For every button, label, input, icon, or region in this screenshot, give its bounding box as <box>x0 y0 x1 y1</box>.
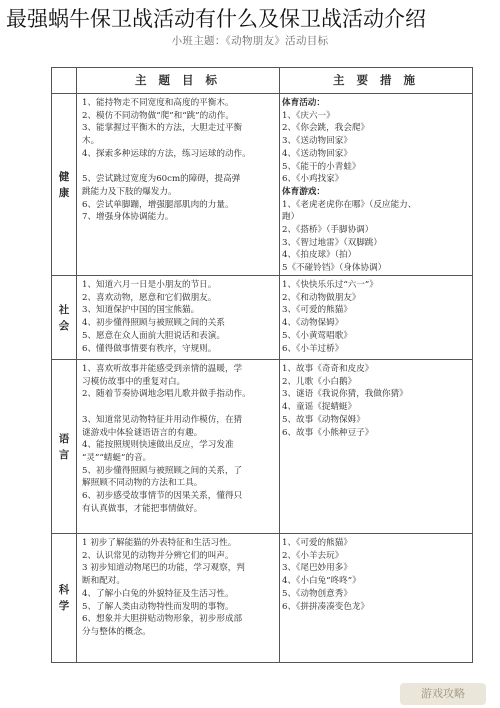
goal-item: 跳能力及下肢的爆发力。 <box>82 186 177 197</box>
goal-item: 4、探索多种运球的方法，练习运球的动作。 <box>82 148 251 159</box>
goal-item: 1 初步了解能猫的外表特征和生活习性。 <box>82 538 237 548</box>
measure-item: 5《不碰铃铛》（身体协调） <box>282 263 387 274</box>
measure-item: 3、《智过地雷》（双脚跳） <box>282 237 382 248</box>
goal-item: 谜游戏中体验谜语语言的有趣。 <box>82 427 203 438</box>
goal-item: 5、愿意在众人面前大胆说话和表演。 <box>82 330 225 341</box>
goals-cell <box>82 97 282 224</box>
measure-item: 1、故事《奇奇和皮皮》 <box>282 364 374 374</box>
measure-item: 6、《小鸡找家》 <box>282 174 344 185</box>
measure-item: 2、《和动物做朋友》 <box>282 292 361 303</box>
measure-item: 4、《小白兔“咚咚”》 <box>282 576 361 587</box>
measure-item: 体育活动： <box>282 98 325 108</box>
goal-item: 有认真做事，才能把事情做好。 <box>82 503 203 514</box>
measure-item: 5、故事《动物保姆》 <box>282 414 365 425</box>
measure-item: 3、《尾巴妙用多》 <box>282 563 352 574</box>
measure-item: 3、《可爱的熊猫》 <box>282 305 352 316</box>
category-label: 语 言 <box>58 432 70 461</box>
table-row-social <box>52 276 472 360</box>
measures-cell <box>282 97 468 275</box>
goal-item: 解照顾不同动物的方法和工具。 <box>82 478 203 489</box>
goal-item: 4、了解小白兔的外貌特征及生活习性。 <box>82 588 234 599</box>
goal-item: 6、懂得做事情要有秩序，守规则。 <box>82 343 217 354</box>
measures-cell <box>282 537 468 613</box>
measure-item: 4、童谣《捉蜻蜓》 <box>282 402 357 413</box>
table-row-science <box>52 534 472 662</box>
goal-item: 5、了解人类由动物特性而发明的事物。 <box>82 601 234 612</box>
measures-cell <box>282 279 468 355</box>
measures-cell <box>282 363 468 439</box>
goal-item: 4、初步懂得照顾与被照顾之间的关系 <box>82 318 225 329</box>
measure-item: 体育游戏： <box>282 186 325 197</box>
goal-item <box>82 401 282 414</box>
measure-item: 1、《可爱的熊猫》 <box>282 538 352 548</box>
goal-item: 1、喜欢听故事并能感受到亲情的温暖，学 <box>82 364 243 374</box>
goal-item: 3 初步知道动物尾巴的功能，学习观察，判 <box>82 563 245 574</box>
table-header-row <box>52 68 472 94</box>
goals-cell <box>82 279 282 355</box>
measure-item: 跑） <box>282 212 300 223</box>
measure-item: 4、《拍皮球》（拍） <box>282 250 357 261</box>
measure-item: 4、《送动物回家》 <box>282 148 352 159</box>
measure-item: 2、《小羊去玩》 <box>282 550 344 561</box>
goal-item: 5、尝试跳过宽度为60cm的障碍，提高弹 <box>82 174 241 185</box>
goal-item: 习模仿故事中的重复对白。 <box>82 376 186 387</box>
page-title: 最强蜗牛保卫战活动有什么及保卫战活动介绍 <box>6 7 426 31</box>
measure-item: 6、故事《小熊种豆子》 <box>282 427 374 438</box>
goal-item <box>82 161 282 174</box>
goal-item: 3、能掌握过平衡木的方法，大胆走过平衡 <box>82 123 243 134</box>
activity-goals-table <box>51 67 473 663</box>
measure-item: 2、《搭桥》（手脚协调） <box>282 225 374 236</box>
measure-item: 6、《拼拼凑凑变色龙》 <box>282 601 370 612</box>
measure-item: 1、《庆六一》 <box>282 110 335 121</box>
goal-item: 1、能持物走不同宽度和高度的平衡木。 <box>82 98 234 108</box>
measure-item: 1、《老虎老虎你在哪》（反应能力、 <box>282 199 417 210</box>
measure-item: 5、《小黄莺唱歌》 <box>282 330 352 341</box>
measure-item: 6、《小羊过桥》 <box>282 343 344 354</box>
measure-item: 3、《送动物回家》 <box>282 136 352 147</box>
goal-item: 4、能按照规则快速做出反应，学习发准 <box>82 440 234 451</box>
goal-item: 2、喜欢动物，愿意和它们做朋友。 <box>82 292 217 303</box>
goal-item: 木。 <box>82 136 100 147</box>
document-subtitle: 小班主题：《动物朋友》活动目标 <box>171 35 329 47</box>
measure-item: 2、儿歌《小白鹅》 <box>282 376 357 387</box>
goals-column-header: 主 题 目 标 <box>134 73 221 87</box>
measure-item: 1、《快快乐乐过“六一”》 <box>282 280 378 290</box>
goal-item: 2、随着节奏协调地念唱儿歌并做手指动作。 <box>82 389 251 400</box>
measure-item: 3、谜语《我说你猜，我做你猜》 <box>282 389 408 400</box>
watermark-logo: 游戏攻略 <box>400 683 486 705</box>
goals-cell <box>82 537 282 639</box>
goal-item: 3、知道保护中国的国宝熊猫。 <box>82 305 200 316</box>
goal-item: 2、认识常见的动物并分辨它们的叫声。 <box>82 550 234 561</box>
goal-item: 分与整体的概念。 <box>82 626 151 637</box>
goal-item: 5、初步懂得照顾与被照顾之间的关系，了 <box>82 465 243 476</box>
category-label: 科 学 <box>58 584 70 612</box>
goal-item: 断和配对。 <box>82 576 125 587</box>
goal-item: 6、想象并大胆拼贴动物形象，初步形成部 <box>82 614 243 625</box>
table-row-health <box>52 94 472 276</box>
measures-column-header: 主 要 措 施 <box>332 73 419 87</box>
goal-item: 6、尝试单脚蹦，增强腿部肌肉的力量。 <box>82 199 234 210</box>
measure-item: 4、《动物保姆》 <box>282 318 344 329</box>
category-label: 社 会 <box>58 303 70 332</box>
table-row-language <box>52 360 472 534</box>
category-label: 健 康 <box>58 170 70 199</box>
measure-item: 5、《能干的小青蛙》 <box>282 161 361 172</box>
goal-item: 1、知道六月一日是小朋友的节日。 <box>82 280 217 290</box>
goal-item: 7、增强身体协调能力。 <box>82 212 174 223</box>
measure-item: 5、《动物创意秀》 <box>282 588 352 599</box>
goal-item: 3、知道常见动物特征并用动作模仿，在猜 <box>82 414 243 425</box>
goals-cell <box>82 363 282 515</box>
goal-item: “灵”“蜻蜓”的音。 <box>82 452 152 463</box>
goal-item: 2、模仿不同动物做“爬”和“跳”的动作。 <box>82 110 234 121</box>
measure-item: 2、《你会跳，我会爬》 <box>282 123 370 134</box>
goal-item: 6、初步感受故事情节的因果关系，懂得只 <box>82 491 243 502</box>
